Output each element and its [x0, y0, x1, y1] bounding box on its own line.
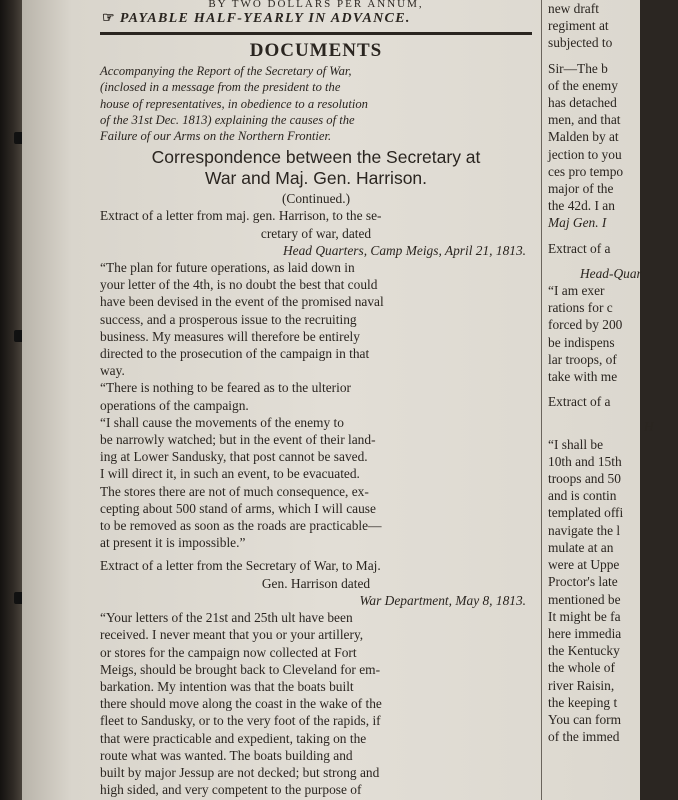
text-line: fleet to Sandusky, or to the very foot of the rapids, if [100, 713, 381, 729]
right-column-line: ces pro tempo [548, 163, 624, 179]
masthead-cut-line: BY TWO DOLLARS PER ANNUM, [208, 0, 424, 10]
right-column-line: mentioned be [548, 591, 621, 607]
accompanying-note [100, 63, 532, 144]
payable-notice [100, 8, 532, 27]
pointing-hand-icon: ☞ [102, 11, 116, 26]
text-line: to be removed as soon as the roads are practicable— [100, 518, 382, 534]
letter-1-paragraph-1 [100, 259, 532, 379]
right-column-line: mulate at an [548, 539, 614, 555]
extract-line: Extract of a letter from maj. gen. Harrison, to the se- [100, 208, 382, 224]
accompanying-line: (inclosed in a message from the president to the [100, 80, 341, 95]
right-column-line: major of the [548, 181, 614, 197]
right-column-line: Maj Gen. I [548, 215, 607, 231]
text-line: your letter of the 4th, is no doubt the best that could [100, 277, 378, 293]
right-column-line: navigate the l [548, 522, 621, 538]
text-line: Meigs, should be brought back to Cleveland for em- [100, 661, 381, 677]
column-divider [541, 0, 542, 800]
text-line: business. My measures will therefore be entirely [100, 328, 360, 344]
right-column-line: regiment at [548, 18, 609, 34]
accompanying-line: Failure of our Arms on the Northern Frontier. [100, 129, 332, 144]
right-column-line [548, 257, 678, 265]
correspondence-line: Correspondence between the Secretary at [151, 147, 481, 168]
right-column-line: lar troops, of [548, 351, 617, 367]
letter-2-paragraph-1 [100, 609, 532, 798]
newspaper-page [22, 0, 654, 800]
extract-line: cretary of war, dated [260, 225, 372, 241]
right-column-line [548, 410, 678, 418]
accompanying-line: Accompanying the Report of the Secretary of War, [100, 64, 352, 79]
text-line: “Your letters of the 21st and 25th ult have been [100, 610, 353, 626]
right-column-line: the whole of [548, 660, 615, 676]
text-line: ing at Lower Sandusky, that post cannot be saved. [100, 449, 368, 465]
right-column-line [548, 232, 678, 240]
page-binding-edge [0, 0, 22, 800]
right-column-line: the 42d. I an [548, 198, 615, 214]
text-line: barkation. My intention was that the boats built [100, 678, 354, 694]
right-column-line: troops and 50 [548, 471, 621, 487]
text-line: there should move along the coast in the wake of the [100, 696, 382, 712]
right-column-line: the Kentucky [548, 643, 620, 659]
right-column [548, 0, 678, 800]
right-column-line: jection to you [548, 146, 622, 162]
text-line: that were practicable and expedient, taking on the [100, 730, 367, 746]
text-line: or stores for the campaign now collected at Fort [100, 644, 357, 660]
right-column-line [548, 52, 678, 60]
extract-heading-1 [100, 207, 532, 241]
text-line: “I shall cause the movements of the enemy to [100, 414, 344, 430]
text-line: “There is nothing to be feared as to the ulterior [100, 380, 351, 396]
article-title: DOCUMENTS [249, 40, 383, 62]
text-line: high sided, and very competent to the purpose of [100, 782, 362, 798]
text-line: way. [100, 363, 125, 379]
right-column-line: be indispens [548, 334, 615, 350]
payable-text: PAYABLE HALF-YEARLY IN ADVANCE. [119, 11, 411, 26]
text-line: cepting about 500 stand of arms, which I will cause [100, 500, 376, 516]
right-column-line: here immedia [548, 625, 622, 641]
text-line: be narrowly watched; but in the event of their land- [100, 432, 376, 448]
text-line: at present it is impossible.” [100, 535, 246, 551]
text-line: success, and a prosperous issue to the recruiting [100, 311, 357, 327]
right-column-line: and is contin [548, 488, 617, 504]
right-column-line: has detached [548, 95, 617, 111]
right-column-line: were at Uppe [548, 557, 620, 573]
right-column-line: 10th and 15th [548, 453, 622, 469]
right-column-line: of the enemy [548, 77, 618, 93]
accompanying-line: house of representatives, in obedience to a resolution [100, 96, 368, 111]
right-column-line: new draft [548, 1, 599, 16]
right-column-line: Proctor's late [548, 574, 618, 590]
correspondence-line: War and Maj. Gen. Harrison. [204, 168, 428, 189]
right-column-line: subjected to [548, 35, 613, 51]
right-column-line: rations for c [548, 300, 613, 316]
extract-heading-2 [100, 557, 532, 591]
letter-1-paragraph-3 [100, 414, 532, 552]
dateline-1: Head Quarters, Camp Meigs, April 21, 1813. [282, 242, 526, 258]
accompanying-line: of the 31st Dec. 1813) explaining the causes of the [100, 112, 355, 127]
right-column-line: Malden by at [548, 129, 619, 145]
right-column-line: the keeping t [548, 694, 618, 710]
text-line: received. I never meant that you or your artillery, [100, 627, 364, 643]
right-column-line: river Raisin, [548, 677, 615, 693]
continued-label: (Continued.) [281, 191, 351, 207]
right-column-line: men, and that [548, 112, 621, 128]
heavy-rule [100, 32, 532, 35]
right-column-line: forced by 200 [548, 317, 623, 333]
extract-line: Gen. Harrison dated [261, 575, 371, 591]
text-line: I will direct it, in such an event, to be evacuated. [100, 466, 360, 482]
right-column-line [548, 385, 678, 393]
extract-line: Extract of a letter from the Secretary of War, to Maj. [100, 558, 381, 574]
right-column-line: of the immed [548, 729, 620, 745]
right-column-line: Sir—The b [548, 60, 608, 76]
right-column-line: You can form [548, 711, 622, 727]
text-line: directed to the prosecution of the campaign in that [100, 346, 370, 362]
right-column-line: Extract of a [548, 394, 611, 410]
text-line: have been devised in the event of the promised naval [100, 294, 384, 310]
main-column [100, 0, 532, 800]
dateline-2: War Department, May 8, 1813. [359, 592, 526, 608]
right-column-line: H [644, 419, 654, 435]
text-line: The stores there are not of much consequence, ex- [100, 483, 369, 499]
text-line: operations of the campaign. [100, 397, 249, 413]
correspondence-heading [100, 147, 532, 189]
right-column-line: templated offi [548, 505, 624, 521]
right-column-line: “I am exer [548, 283, 605, 299]
text-line: “The plan for future operations, as laid down in [100, 260, 355, 276]
right-column-line: Extract of a [548, 240, 611, 256]
text-line: route what was wanted. The boats building and [100, 747, 353, 763]
text-line: built by major Jessup are not decked; but strong and [100, 764, 380, 780]
right-column-line: “I shall be [548, 436, 604, 452]
letter-1-paragraph-2 [100, 379, 532, 413]
right-column-line: Head-Quar [580, 265, 642, 281]
right-column-line: take with me [548, 369, 618, 385]
right-column-line: It might be fa [548, 608, 621, 624]
